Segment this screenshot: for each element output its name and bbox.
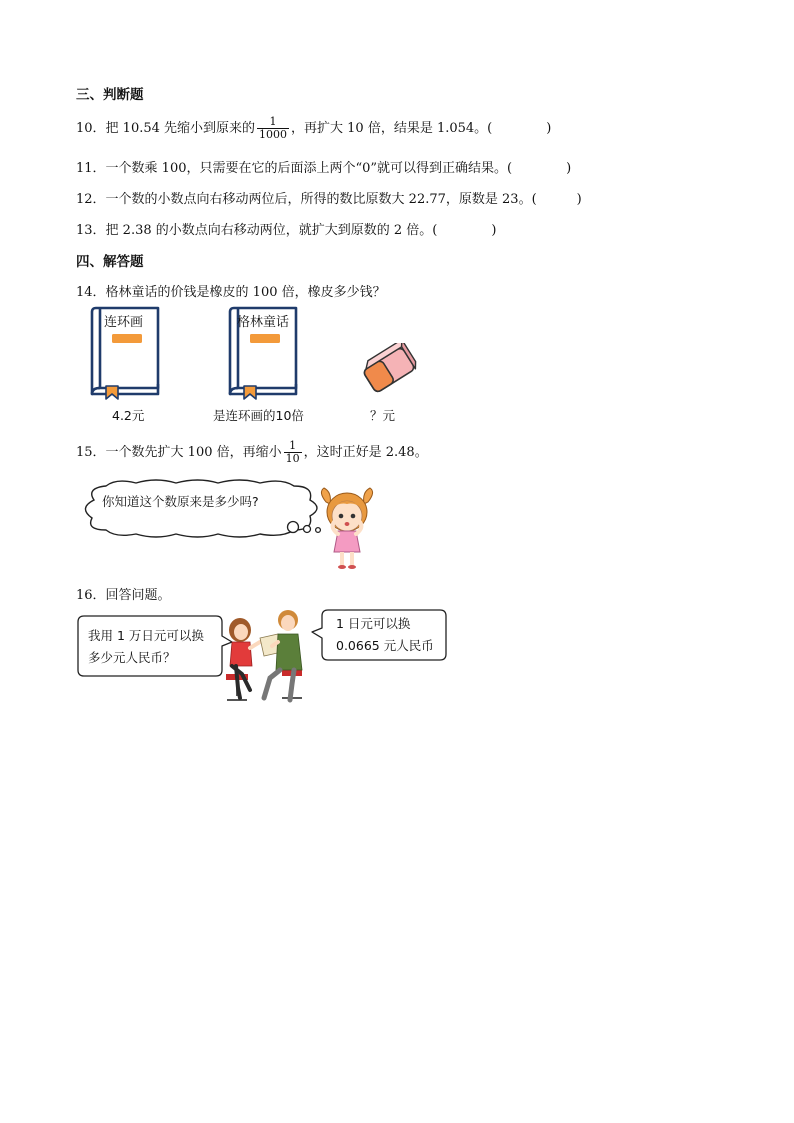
book-caption-grimm: 是连环画的10倍 [213,408,304,423]
two-people-illustration-icon [220,608,320,704]
speech-bubble-right-line1: 1 日元可以换 [336,616,411,631]
question-13-close: ) [491,223,497,238]
question-12-text: 12．一个数的小数点向右移动两位后，所得的数比原数大 22.77，原数是 23。( [76,192,537,207]
girl-illustration-icon [316,486,378,570]
question-11-close: ) [566,161,572,176]
question-12-close: ) [576,192,582,207]
eraser-icon [360,343,418,397]
book-title-grimm: 格林童话 [237,315,290,330]
fraction-denominator: 1000 [259,128,288,141]
book-title-comic: 连环画 [104,315,144,330]
fraction-denominator: 10 [285,452,300,465]
fraction-1-1000 [257,116,289,141]
question-10-text-before: 10．把 10.54 先缩小到原来的 [76,121,256,136]
speech-bubble-right-line2: 0.0665 元人民币 [336,638,434,653]
question-13-text: 13．把 2.38 的小数点向右移动两位，就扩大到原数的 2 倍。( [76,223,438,238]
eraser-caption: ？元 [370,408,396,423]
section-title-judge: 三、判断题 [76,87,144,103]
question-15-text-before: 15．一个数先扩大 100 倍，再缩小 [76,445,282,460]
question-10 [76,116,551,141]
fraction-1-10 [284,440,302,465]
question-13 [76,219,496,238]
question-10-text-after: ，再扩大 10 倍，结果是 1.054。( [291,121,493,136]
book-caption-comic: 4.2元 [112,408,145,423]
thought-bubble-text: 你知道这个数原来是多少吗? [102,494,259,509]
speech-bubble-left-shape [76,614,234,680]
question-12 [76,188,582,207]
question-11 [76,157,571,176]
question-15 [76,440,428,465]
question-10-close: ) [546,121,552,136]
section-title-solve: 四、解答题 [76,254,144,270]
fraction-numerator: 1 [289,439,297,452]
speech-bubble-left-line1: 我用 1 万日元可以换 [88,628,204,643]
speech-bubble-left-line2: 多少元人民币？ [88,650,176,665]
question-16: 16．回答问题。 [76,588,171,603]
fraction-numerator: 1 [269,115,277,128]
question-14: 14．格林童话的价钱是橡皮的 100 倍，橡皮多少钱？ [76,285,386,300]
question-11-text: 11．一个数乘 100，只需要在它的后面添上两个“0”就可以得到正确结果。( [76,161,513,176]
question-15-text-after: ，这时正好是 2.48。 [303,445,428,460]
